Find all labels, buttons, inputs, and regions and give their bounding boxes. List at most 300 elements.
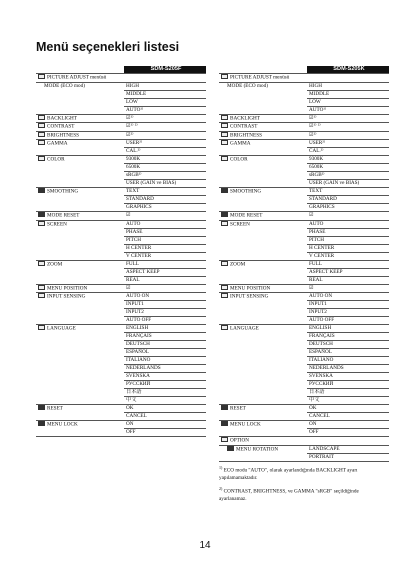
table-row: [219, 309, 389, 317]
footnote-1: $^{1)}$ ECO modu "AUTO", olarak ayarlandığında BACKLIGHT ayarı yapılamamaktadır.: [219, 465, 358, 481]
option-value: LANDSCAPE: [307, 445, 389, 453]
menu-item-label: INPUT SENSING: [47, 293, 86, 300]
table-row: [219, 421, 389, 429]
option-value: 6500K: [307, 164, 389, 172]
menu-item-cell: [219, 429, 307, 437]
option-value: 中文: [124, 397, 206, 405]
option-value: MIDDLE: [124, 90, 206, 98]
footnotes: [219, 465, 387, 508]
option-value: ☑²⁾: [307, 131, 389, 140]
table-row: [219, 268, 389, 276]
table-row: [36, 325, 206, 333]
menu-item-label: BRIGHTNESS: [47, 132, 79, 138]
menu-item-cell: [36, 357, 124, 365]
menu-item-cell: [219, 325, 307, 333]
option-value: ☑¹⁾: [124, 114, 206, 123]
table-row: [36, 204, 206, 212]
menu-item-cell: [219, 309, 307, 317]
option-value: AUTO¹⁾: [124, 106, 206, 114]
table-row: [36, 389, 206, 397]
zoom-icon: [221, 261, 228, 266]
brightness-icon: [38, 132, 45, 137]
table-row: [36, 188, 206, 196]
table-row: [219, 74, 389, 83]
gamma-icon: [221, 140, 228, 145]
menu-item-cell: [219, 284, 307, 293]
menu-item-cell: [36, 82, 124, 90]
page-number: 14: [199, 540, 211, 551]
table-row: [36, 82, 206, 90]
option-value: OFF: [124, 429, 206, 437]
option-value: РУССКИЙ: [124, 381, 206, 389]
menu-item-label: RESET: [230, 405, 246, 412]
menu-item-cell: [36, 309, 124, 317]
input-sensing-icon: [221, 293, 228, 298]
table-row: [219, 148, 389, 156]
option-value: INPUT2: [307, 309, 389, 317]
menu-item-label: GAMMA: [230, 140, 251, 147]
menu-item-cell: [36, 373, 124, 381]
menu-item-cell: [219, 445, 307, 453]
option-value: PHASE: [124, 228, 206, 236]
table-row: [36, 123, 206, 132]
smoothing-icon: [38, 188, 45, 193]
option-value: REAL: [124, 276, 206, 284]
brightness-icon: [221, 132, 228, 137]
menu-item-label: GAMMA: [47, 140, 68, 147]
menu-item-label: ZOOM: [47, 261, 63, 267]
table-row: [219, 196, 389, 204]
menu-lock-icon: [38, 421, 45, 426]
table-row: [219, 341, 389, 349]
table-row: [36, 365, 206, 373]
option-value: NEDERLANDS: [307, 365, 389, 373]
table-row: [219, 106, 389, 114]
menu-item-label: INPUT SENSING: [230, 293, 269, 300]
option-value: ON: [307, 421, 389, 429]
menu-item-cell: [219, 236, 307, 244]
menu-item-cell: [219, 196, 307, 204]
option-value: REAL: [307, 276, 389, 284]
option-value: 9300K: [124, 156, 206, 164]
option-value: CANCEL: [124, 413, 206, 421]
table-row: [219, 114, 389, 123]
menu-item-cell: [219, 74, 307, 83]
table-row: [219, 220, 389, 228]
table-row: [219, 260, 389, 268]
menu-item-cell: [36, 301, 124, 309]
menu-position-icon: [221, 285, 228, 290]
option-value: [124, 74, 206, 83]
option-value: CAL.²⁾: [307, 148, 389, 156]
option-value: sRGB²⁾: [124, 172, 206, 180]
option-value: USER²⁾: [307, 140, 389, 148]
option-value: OK: [124, 405, 206, 413]
menu-item-cell: [36, 114, 124, 123]
option-value: ASPECT KEEP: [307, 268, 389, 276]
menu-item-label: MODE (ECO mod): [227, 82, 268, 89]
menu-item-label: LANGUAGE: [47, 325, 76, 332]
gamma-icon: [38, 140, 45, 145]
menu-item-cell: [36, 421, 124, 429]
menu-item-cell: [36, 284, 124, 293]
table-row: [219, 204, 389, 212]
contrast-icon: [221, 123, 228, 128]
table-row: [219, 172, 389, 180]
menu-item-cell: [36, 204, 124, 212]
option-value: ☑: [124, 212, 206, 221]
menu-item-cell: [36, 220, 124, 228]
menu-item-cell: [219, 317, 307, 325]
table-row: [36, 276, 206, 284]
option-value: FULL: [307, 260, 389, 268]
option-value: CAL.²⁾: [124, 148, 206, 156]
option-value: NEDERLANDS: [124, 365, 206, 373]
menu-item-cell: [219, 228, 307, 236]
option-value: ☑¹⁾ ²⁾: [124, 123, 206, 132]
menu-item-cell: [219, 268, 307, 276]
option-value: PORTRAIT: [307, 453, 389, 461]
option-value: AUTO OFF: [124, 317, 206, 325]
smoothing-icon: [221, 188, 228, 193]
menu-item-label: RESET: [47, 405, 63, 412]
option-value: 日本語: [307, 389, 389, 397]
menu-item-cell: [219, 252, 307, 260]
option-value: [307, 74, 389, 83]
menu-item-cell: [219, 276, 307, 284]
table-row: [36, 309, 206, 317]
menu-item-cell: [219, 106, 307, 114]
option-value: GRAPHICS: [124, 204, 206, 212]
table-row: [219, 413, 389, 421]
table-row: [219, 252, 389, 260]
table-row: [219, 276, 389, 284]
table-row: [36, 244, 206, 252]
model-header: SDM-S205K: [307, 66, 389, 74]
option-value: AUTO: [124, 220, 206, 228]
table-row: [219, 373, 389, 381]
language-icon: [221, 325, 228, 330]
menu-item-cell: [219, 373, 307, 381]
table-row: [219, 405, 389, 413]
table-row: [219, 453, 389, 461]
table-row: [219, 284, 389, 293]
menu-item-cell: [36, 90, 124, 98]
option-value: AUTO ON: [124, 293, 206, 301]
option-value: ITALIANO: [307, 357, 389, 365]
option-value: ENGLISH: [307, 325, 389, 333]
option-value: AUTO ON: [307, 293, 389, 301]
option-value: DEUTSCH: [307, 341, 389, 349]
table-row: [219, 381, 389, 389]
menu-item-label: CONTRAST: [230, 123, 258, 130]
table-row: [36, 196, 206, 204]
mode-reset-icon: [38, 212, 45, 217]
menu-lock-icon: [221, 421, 228, 426]
table-row: [36, 413, 206, 421]
menu-item-cell: [36, 333, 124, 341]
table-row: [36, 429, 206, 437]
option-value: ENGLISH: [124, 325, 206, 333]
menu-item-label: SCREEN: [230, 221, 250, 227]
color-icon: [221, 156, 228, 161]
menu-item-label: BACKLIGHT: [47, 115, 77, 121]
table-row: [219, 123, 389, 132]
menu-item-cell: [219, 90, 307, 98]
menu-table-sdm-s205f: [36, 66, 206, 437]
table-row: [36, 405, 206, 413]
menu-item-cell: [219, 397, 307, 405]
table-row: [219, 212, 389, 221]
screen-icon: [221, 221, 228, 226]
table-row: [36, 252, 206, 260]
menu-item-cell: [219, 389, 307, 397]
option-value: РУССКИЙ: [307, 381, 389, 389]
menu-item-cell: [219, 405, 307, 413]
table-row: [219, 236, 389, 244]
option-value: USER (GAIN ve BIAS): [307, 180, 389, 188]
menu-item-cell: [36, 429, 124, 437]
picture-adjust-icon: [38, 74, 45, 79]
menu-item-cell: [36, 268, 124, 276]
table-row: [219, 317, 389, 325]
menu-item-cell: [36, 172, 124, 180]
option-value: USER (GAIN ve BIAS): [124, 180, 206, 188]
menu-item-label: CONTRAST: [47, 123, 75, 130]
menu-item-label: SCREEN: [47, 221, 67, 227]
option-value: sRGB²⁾: [307, 172, 389, 180]
option-value: GRAPHICS: [307, 204, 389, 212]
backlight-icon: [38, 115, 45, 120]
menu-item-label: MENU LOCK: [47, 421, 78, 428]
menu-item-label: MENU POSITION: [47, 285, 88, 291]
language-icon: [38, 325, 45, 330]
option-value: TEXT: [124, 188, 206, 196]
table-row: [219, 164, 389, 172]
option-value: ☑: [124, 284, 206, 293]
option-value: ON: [124, 421, 206, 429]
menu-item-cell: [219, 204, 307, 212]
table-row: [36, 106, 206, 114]
option-value: PITCH: [307, 236, 389, 244]
option-value: ITALIANO: [124, 357, 206, 365]
menu-item-cell: [36, 188, 124, 196]
menu-item-cell: [219, 293, 307, 301]
option-value: FRANÇAIS: [124, 333, 206, 341]
menu-item-label: BACKLIGHT: [230, 115, 260, 121]
menu-item-cell: [36, 140, 124, 148]
page-title: Menü seçenekleri listesi: [36, 40, 180, 54]
header-spacer: [219, 66, 307, 74]
menu-item-cell: [219, 357, 307, 365]
table-row: [219, 140, 389, 148]
menu-item-cell: [219, 140, 307, 148]
menu-item-cell: [219, 98, 307, 106]
option-value: DEUTSCH: [124, 341, 206, 349]
table-row: [219, 244, 389, 252]
option-value: ☑¹⁾ ²⁾: [307, 123, 389, 132]
menu-item-cell: [219, 82, 307, 90]
table-row: [36, 98, 206, 106]
menu-item-label: ZOOM: [230, 261, 246, 267]
table-row: [36, 212, 206, 221]
table-row: [219, 90, 389, 98]
table-row: [36, 301, 206, 309]
reset-icon: [221, 405, 228, 410]
table-header-row: [219, 66, 389, 74]
menu-position-icon: [38, 285, 45, 290]
option-value: V CENTER: [307, 252, 389, 260]
option-value: ESPAÑOL: [307, 349, 389, 357]
option-value: FRANÇAIS: [307, 333, 389, 341]
table-row: [36, 397, 206, 405]
menu-item-cell: [36, 196, 124, 204]
zoom-icon: [38, 261, 45, 266]
contrast-icon: [38, 123, 45, 128]
menu-item-cell: [36, 106, 124, 114]
menu-item-cell: [36, 260, 124, 268]
option-value: AUTO OFF: [307, 317, 389, 325]
menu-item-label: MENU ROTATION: [236, 446, 279, 452]
table-row: [36, 317, 206, 325]
menu-item-label: BRIGHTNESS: [230, 132, 262, 138]
menu-item-cell: [219, 131, 307, 140]
menu-item-label: MENU LOCK: [230, 421, 261, 428]
table-row: [36, 341, 206, 349]
table-row: [36, 114, 206, 123]
option-value: PITCH: [124, 236, 206, 244]
table-row: [219, 293, 389, 301]
picture-adjust-icon: [221, 74, 228, 79]
menu-item-cell: [36, 293, 124, 301]
option-value: AUTO¹⁾: [307, 106, 389, 114]
table-row: [219, 188, 389, 196]
menu-item-label: MODE RESET: [230, 212, 263, 219]
menu-item-cell: [219, 413, 307, 421]
option-value: ☑¹⁾: [307, 114, 389, 123]
menu-item-cell: [36, 276, 124, 284]
menu-item-cell: [36, 317, 124, 325]
backlight-icon: [221, 115, 228, 120]
table-row: [36, 74, 206, 83]
table-row: [36, 373, 206, 381]
table-row: [36, 164, 206, 172]
table-row: [36, 268, 206, 276]
table-row: [36, 260, 206, 268]
option-value: AUTO: [307, 220, 389, 228]
option-value: 日本語: [124, 389, 206, 397]
table-row: [219, 429, 389, 437]
input-sensing-icon: [38, 293, 45, 298]
option-value: 6500K: [124, 164, 206, 172]
menu-item-cell: [219, 341, 307, 349]
menu-item-cell: [219, 260, 307, 268]
option-value: HIGH: [124, 82, 206, 90]
menu-item-cell: [36, 381, 124, 389]
menu-item-cell: [36, 131, 124, 140]
option-value: ☑: [307, 212, 389, 221]
table-row: [36, 236, 206, 244]
table-row: [219, 349, 389, 357]
menu-item-cell: [219, 365, 307, 373]
option-value: V CENTER: [124, 252, 206, 260]
option-value: LOW: [124, 98, 206, 106]
menu-item-label: SMOOTHING: [230, 188, 262, 195]
menu-item-cell: [219, 421, 307, 429]
menu-table-sdm-s205k: [219, 66, 389, 462]
menu-rotation-icon: [227, 446, 234, 451]
option-value: FULL: [124, 260, 206, 268]
table-row: [219, 365, 389, 373]
menu-item-cell: [36, 164, 124, 172]
option-value: OFF: [307, 429, 389, 437]
table-row: [219, 301, 389, 309]
option-value: SVENSKA: [124, 373, 206, 381]
table-row: [36, 180, 206, 188]
menu-item-cell: [36, 236, 124, 244]
menu-item-label: COLOR: [47, 156, 65, 163]
table-row: [219, 82, 389, 90]
table-row: [219, 180, 389, 188]
table-row: [36, 293, 206, 301]
menu-item-label: PICTURE ADJUST menüsü: [230, 74, 290, 81]
menu-item-cell: [219, 220, 307, 228]
menu-item-cell: [36, 156, 124, 164]
table-row: [36, 172, 206, 180]
header-spacer: [36, 66, 124, 74]
menu-item-cell: [219, 180, 307, 188]
table-row: [219, 325, 389, 333]
option-value: INPUT2: [124, 309, 206, 317]
table-row: [36, 349, 206, 357]
footnote-2: $^{2)}$ CONTRAST, BRIGHTNESS, ve GAMMA "sRGB" seçildiğinde ayarlanamaz.: [219, 486, 359, 502]
table-row: [219, 131, 389, 140]
table-row: [219, 357, 389, 365]
table-row: [36, 333, 206, 341]
menu-item-cell: [36, 397, 124, 405]
table-row: [219, 437, 389, 446]
menu-item-cell: [36, 341, 124, 349]
table-row: [36, 421, 206, 429]
menu-item-cell: [219, 164, 307, 172]
menu-item-cell: [36, 389, 124, 397]
menu-item-cell: [219, 156, 307, 164]
menu-item-label: OPTION: [230, 437, 250, 444]
table-row: [219, 228, 389, 236]
menu-item-cell: [219, 114, 307, 123]
screen-icon: [38, 221, 45, 226]
option-value: ☑: [307, 284, 389, 293]
table-row: [36, 140, 206, 148]
menu-item-cell: [219, 212, 307, 221]
menu-item-cell: [36, 325, 124, 333]
color-icon: [38, 156, 45, 161]
menu-item-label: LANGUAGE: [230, 325, 259, 332]
menu-item-cell: [219, 244, 307, 252]
table-row: [219, 333, 389, 341]
menu-item-cell: [36, 365, 124, 373]
menu-item-cell: [219, 148, 307, 156]
table-row: [36, 228, 206, 236]
option-value: OK: [307, 405, 389, 413]
menu-item-label: PICTURE ADJUST menüsü: [47, 74, 107, 81]
option-value: TEXT: [307, 188, 389, 196]
menu-item-cell: [36, 252, 124, 260]
table-row: [219, 98, 389, 106]
menu-item-cell: [219, 333, 307, 341]
menu-item-cell: [36, 123, 124, 132]
table-row: [36, 90, 206, 98]
